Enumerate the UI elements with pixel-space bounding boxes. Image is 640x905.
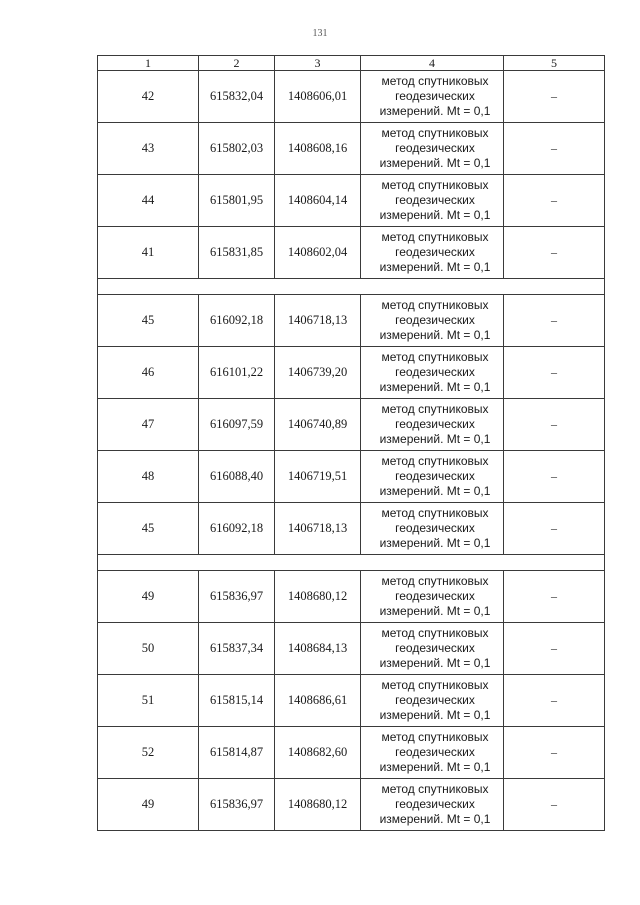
- method-cell: [361, 71, 504, 123]
- method-line: измерений. Mt = 0,1: [379, 760, 491, 774]
- method-line: геодезических: [395, 141, 475, 155]
- method-line: геодезических: [395, 313, 475, 327]
- x-coordinate-cell: 615832,04: [199, 71, 275, 123]
- table-row: [98, 503, 605, 555]
- table-row: [98, 347, 605, 399]
- method-cell: [361, 175, 504, 227]
- column-header-3: 3: [275, 56, 361, 71]
- method-line: геодезических: [395, 469, 475, 483]
- method-line: измерений. Mt = 0,1: [379, 380, 491, 394]
- method-line: метод спутниковых: [381, 126, 489, 140]
- point-number-cell: 45: [98, 503, 199, 555]
- x-coordinate-cell: 615815,14: [199, 675, 275, 727]
- y-coordinate-cell: 1408680,12: [275, 779, 361, 831]
- table-row: [98, 779, 605, 831]
- group-separator-row: [98, 279, 605, 295]
- table-row: [98, 727, 605, 779]
- method-line: метод спутниковых: [381, 178, 489, 192]
- column-header-2: 2: [199, 56, 275, 71]
- method-line: геодезических: [395, 589, 475, 603]
- table-row: [98, 399, 605, 451]
- method-line: измерений. Mt = 0,1: [379, 432, 491, 446]
- method-line: метод спутниковых: [381, 298, 489, 312]
- method-line: метод спутниковых: [381, 74, 489, 88]
- y-coordinate-cell: 1408604,14: [275, 175, 361, 227]
- note-cell: –: [504, 779, 605, 831]
- group-separator-cell: [98, 279, 605, 295]
- note-cell: –: [504, 295, 605, 347]
- x-coordinate-cell: 615836,97: [199, 779, 275, 831]
- y-coordinate-cell: 1406718,13: [275, 503, 361, 555]
- table-row: [98, 451, 605, 503]
- y-coordinate-cell: 1408684,13: [275, 623, 361, 675]
- method-line: измерений. Mt = 0,1: [379, 708, 491, 722]
- y-coordinate-cell: 1406719,51: [275, 451, 361, 503]
- method-line: метод спутниковых: [381, 350, 489, 364]
- table-row: [98, 71, 605, 123]
- point-number-cell: 46: [98, 347, 199, 399]
- method-line: геодезических: [395, 641, 475, 655]
- method-cell: [361, 227, 504, 279]
- method-line: измерений. Mt = 0,1: [379, 104, 491, 118]
- point-number-cell: 47: [98, 399, 199, 451]
- method-line: метод спутниковых: [381, 574, 489, 588]
- method-line: геодезических: [395, 245, 475, 259]
- method-line: метод спутниковых: [381, 626, 489, 640]
- y-coordinate-cell: 1408602,04: [275, 227, 361, 279]
- method-line: геодезических: [395, 521, 475, 535]
- note-cell: –: [504, 451, 605, 503]
- method-line: измерений. Mt = 0,1: [379, 812, 491, 826]
- point-number-cell: 45: [98, 295, 199, 347]
- table-row: [98, 295, 605, 347]
- note-cell: –: [504, 71, 605, 123]
- method-line: измерений. Mt = 0,1: [379, 328, 491, 342]
- method-line: метод спутниковых: [381, 402, 489, 416]
- x-coordinate-cell: 615801,95: [199, 175, 275, 227]
- x-coordinate-cell: 616092,18: [199, 295, 275, 347]
- point-number-cell: 48: [98, 451, 199, 503]
- method-cell: [361, 123, 504, 175]
- point-number-cell: 50: [98, 623, 199, 675]
- note-cell: –: [504, 623, 605, 675]
- method-cell: [361, 399, 504, 451]
- note-cell: –: [504, 347, 605, 399]
- method-line: геодезических: [395, 693, 475, 707]
- method-line: измерений. Mt = 0,1: [379, 208, 491, 222]
- note-cell: –: [504, 503, 605, 555]
- method-line: измерений. Mt = 0,1: [379, 536, 491, 550]
- table-header-row: [98, 56, 605, 71]
- note-cell: –: [504, 175, 605, 227]
- method-line: геодезических: [395, 193, 475, 207]
- method-line: геодезических: [395, 797, 475, 811]
- y-coordinate-cell: 1408686,61: [275, 675, 361, 727]
- method-cell: [361, 571, 504, 623]
- x-coordinate-cell: 615831,85: [199, 227, 275, 279]
- column-header-5: 5: [504, 56, 605, 71]
- x-coordinate-cell: 615836,97: [199, 571, 275, 623]
- x-coordinate-cell: 616097,59: [199, 399, 275, 451]
- point-number-cell: 43: [98, 123, 199, 175]
- table-row: [98, 623, 605, 675]
- method-line: измерений. Mt = 0,1: [379, 260, 491, 274]
- note-cell: –: [504, 727, 605, 779]
- method-cell: [361, 451, 504, 503]
- method-line: геодезических: [395, 365, 475, 379]
- table-row: [98, 675, 605, 727]
- x-coordinate-cell: 616101,22: [199, 347, 275, 399]
- table-row: [98, 571, 605, 623]
- point-number-cell: 44: [98, 175, 199, 227]
- method-line: метод спутниковых: [381, 230, 489, 244]
- table-row: [98, 175, 605, 227]
- y-coordinate-cell: 1406740,89: [275, 399, 361, 451]
- y-coordinate-cell: 1408682,60: [275, 727, 361, 779]
- note-cell: –: [504, 571, 605, 623]
- point-number-cell: 49: [98, 779, 199, 831]
- point-number-cell: 51: [98, 675, 199, 727]
- method-cell: [361, 675, 504, 727]
- coordinates-table: [97, 55, 605, 831]
- method-cell: [361, 347, 504, 399]
- method-line: геодезических: [395, 745, 475, 759]
- method-line: геодезических: [395, 89, 475, 103]
- x-coordinate-cell: 615814,87: [199, 727, 275, 779]
- method-cell: [361, 623, 504, 675]
- method-line: метод спутниковых: [381, 506, 489, 520]
- y-coordinate-cell: 1408680,12: [275, 571, 361, 623]
- method-cell: [361, 779, 504, 831]
- x-coordinate-cell: 615837,34: [199, 623, 275, 675]
- x-coordinate-cell: 616088,40: [199, 451, 275, 503]
- column-header-1: 1: [98, 56, 199, 71]
- method-cell: [361, 727, 504, 779]
- method-line: измерений. Mt = 0,1: [379, 484, 491, 498]
- column-header-4: 4: [361, 56, 504, 71]
- method-line: метод спутниковых: [381, 678, 489, 692]
- note-cell: –: [504, 123, 605, 175]
- method-cell: [361, 503, 504, 555]
- note-cell: –: [504, 227, 605, 279]
- note-cell: –: [504, 399, 605, 451]
- note-cell: –: [504, 675, 605, 727]
- group-separator-cell: [98, 555, 605, 571]
- page-number: 131: [312, 28, 328, 39]
- table-body: [98, 71, 605, 831]
- method-line: метод спутниковых: [381, 730, 489, 744]
- y-coordinate-cell: 1408608,16: [275, 123, 361, 175]
- x-coordinate-cell: 615802,03: [199, 123, 275, 175]
- method-line: геодезических: [395, 417, 475, 431]
- y-coordinate-cell: 1406739,20: [275, 347, 361, 399]
- table-row: [98, 123, 605, 175]
- point-number-cell: 41: [98, 227, 199, 279]
- method-line: измерений. Mt = 0,1: [379, 604, 491, 618]
- x-coordinate-cell: 616092,18: [199, 503, 275, 555]
- point-number-cell: 52: [98, 727, 199, 779]
- method-line: метод спутниковых: [381, 454, 489, 468]
- point-number-cell: 49: [98, 571, 199, 623]
- method-line: измерений. Mt = 0,1: [379, 156, 491, 170]
- point-number-cell: 42: [98, 71, 199, 123]
- table-row: [98, 227, 605, 279]
- method-cell: [361, 295, 504, 347]
- method-line: метод спутниковых: [381, 782, 489, 796]
- method-line: измерений. Mt = 0,1: [379, 656, 491, 670]
- y-coordinate-cell: 1408606,01: [275, 71, 361, 123]
- group-separator-row: [98, 555, 605, 571]
- y-coordinate-cell: 1406718,13: [275, 295, 361, 347]
